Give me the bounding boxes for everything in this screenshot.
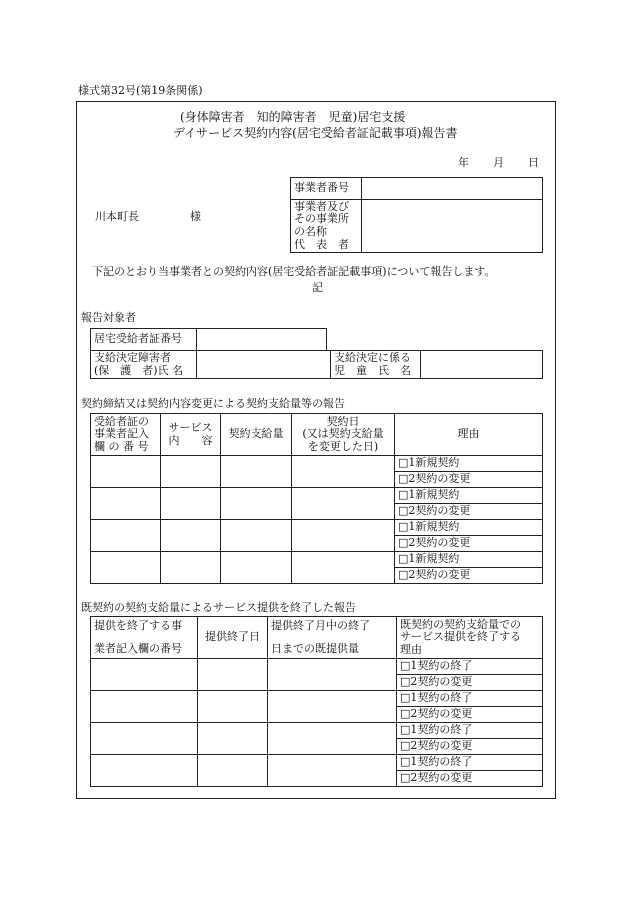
termination-row-end-date[interactable] xyxy=(198,755,268,787)
contract-heading: 契約締結又は契約内容変更による契約支給量等の報告 xyxy=(81,397,345,410)
termination-row-amount[interactable] xyxy=(268,755,397,787)
provider-number-field[interactable] xyxy=(362,178,543,200)
target-heading: 報告対象者 xyxy=(81,311,136,324)
contract-col4-line1: 契約日 xyxy=(326,414,360,428)
provider-number-label: 事業者番号 xyxy=(291,178,362,200)
change-contract-checkbox[interactable]: □2契約の変更 xyxy=(395,504,543,520)
new-contract-checkbox[interactable]: □1新規契約 xyxy=(395,488,543,504)
change-contract-checkbox[interactable]: □2契約の変更 xyxy=(395,472,543,488)
termination-row-amount[interactable] xyxy=(268,691,397,723)
change-contract-checkbox[interactable]: □2契約の変更 xyxy=(395,536,543,552)
end-contract-checkbox[interactable]: □1契約の終了 xyxy=(397,723,543,739)
contract-col4-header xyxy=(292,414,395,456)
contract-row-amount[interactable] xyxy=(221,456,292,488)
contract-row-number[interactable] xyxy=(91,456,161,488)
termination-heading: 既契約の契約支給量によるサービス提供を終了した報告 xyxy=(81,601,356,614)
contract-row-date[interactable] xyxy=(292,520,395,552)
title-line-2: デイサービス契約内容(居宅受給者証記載事項)報告書 xyxy=(173,126,458,140)
termination-row-end-date[interactable] xyxy=(198,659,268,691)
recipient-name-field[interactable] xyxy=(197,351,331,379)
contract-col1-line3: 欄 の 番 号 xyxy=(94,439,149,453)
contract-col4-line3: を変更した日) xyxy=(307,439,379,453)
termination-table xyxy=(90,616,543,787)
date-year: 年 xyxy=(458,156,469,169)
contract-col1-line1: 受給者証の xyxy=(94,414,149,428)
contract-row-amount[interactable] xyxy=(221,520,292,552)
termination-row-end-date[interactable] xyxy=(198,723,268,755)
addressee-mayor: 川本町長 xyxy=(95,210,139,223)
change-contract-checkbox[interactable]: □2契約の変更 xyxy=(397,707,543,723)
termination-row-end-date[interactable] xyxy=(198,691,268,723)
contract-row-service[interactable] xyxy=(161,552,221,584)
contract-col3-header: 契約支給量 xyxy=(221,414,292,456)
contract-row-number[interactable] xyxy=(91,520,161,552)
termination-row-amount[interactable] xyxy=(268,723,397,755)
termination-row-number[interactable] xyxy=(91,723,198,755)
contract-col2-header xyxy=(161,414,221,456)
recipient-label xyxy=(91,351,197,379)
contract-col1-line2: 事業者記入 xyxy=(94,427,149,441)
termination-row-number[interactable] xyxy=(91,691,198,723)
contract-col4-line2: (又は契約支給量 xyxy=(302,427,384,441)
title-line-1: (身体障害者 知的障害者 児童)居宅支援 xyxy=(180,110,406,124)
contract-row-number[interactable] xyxy=(91,552,161,584)
date-day: 日 xyxy=(528,156,539,169)
new-contract-checkbox[interactable]: □1新規契約 xyxy=(395,552,543,568)
termination-row-amount[interactable] xyxy=(268,659,397,691)
provider-name-field[interactable] xyxy=(362,200,543,253)
contract-col2-line2: 内 容 xyxy=(168,433,213,447)
provider-name-label-1: 事業者及び xyxy=(294,199,349,213)
contract-col1-header xyxy=(91,414,161,456)
contract-row-date[interactable] xyxy=(292,456,395,488)
termination-col1-line2: 業者記入欄の番号 xyxy=(94,641,182,655)
termination-col4-line1: 既契約の契約支給量での xyxy=(400,617,521,631)
provider-name-label-2: その事業所 xyxy=(294,212,349,226)
termination-col2-header: 提供終了日 xyxy=(198,617,268,659)
contract-row-number[interactable] xyxy=(91,488,161,520)
form-number: 様式第32号(第19条関係) xyxy=(78,84,203,97)
contract-row-date[interactable] xyxy=(292,488,395,520)
child-label-1: 支給決定に係る xyxy=(334,350,411,364)
termination-row-number[interactable] xyxy=(91,755,198,787)
contract-row-service[interactable] xyxy=(161,520,221,552)
termination-col3-line2: 日までの既提供量 xyxy=(271,641,359,655)
termination-col1-header xyxy=(91,617,198,659)
addressee-honorific: 様 xyxy=(190,210,201,223)
contract-table xyxy=(90,413,543,584)
change-contract-checkbox[interactable]: □2契約の変更 xyxy=(395,568,543,584)
provider-table xyxy=(290,177,543,253)
termination-col3-header xyxy=(268,617,397,659)
change-contract-checkbox[interactable]: □2契約の変更 xyxy=(397,675,543,691)
contract-row-service[interactable] xyxy=(161,488,221,520)
termination-col1-line1: 提供を終了する事 xyxy=(94,618,182,632)
contract-row-service[interactable] xyxy=(161,456,221,488)
date-month: 月 xyxy=(493,156,504,169)
end-contract-checkbox[interactable]: □1契約の終了 xyxy=(397,691,543,707)
end-contract-checkbox[interactable]: □1契約の終了 xyxy=(397,755,543,771)
recipient-label-2: (保 護 者)氏 名 xyxy=(94,363,184,377)
new-contract-checkbox[interactable]: □1新規契約 xyxy=(395,520,543,536)
change-contract-checkbox[interactable]: □2契約の変更 xyxy=(397,739,543,755)
provider-rep-label: 代 表 者 xyxy=(294,237,349,251)
child-label xyxy=(331,351,421,379)
termination-col4-line3: 理由 xyxy=(400,642,422,656)
ki-label: 記 xyxy=(312,281,323,294)
contract-row-amount[interactable] xyxy=(221,552,292,584)
end-contract-checkbox[interactable]: □1契約の終了 xyxy=(397,659,543,675)
child-name-field[interactable] xyxy=(421,351,543,379)
cert-number-table xyxy=(90,328,327,351)
recipient-table xyxy=(90,350,543,379)
contract-col5-header: 理由 xyxy=(395,414,543,456)
termination-col4-header xyxy=(397,617,543,659)
new-contract-checkbox[interactable]: □1新規契約 xyxy=(395,456,543,472)
termination-col4-line2: サービス提供を終了する xyxy=(400,630,521,644)
provider-name-label xyxy=(291,200,362,253)
cert-number-label: 居宅受給者証番号 xyxy=(91,329,197,351)
termination-col3-line1: 提供終了月中の終了 xyxy=(271,618,370,632)
termination-row-number[interactable] xyxy=(91,659,198,691)
intro-text: 下記のとおり当事業者との契約内容(居宅受給者証記載事項)について報告します。 xyxy=(92,265,496,278)
recipient-label-1: 支給決定障害者 xyxy=(94,350,171,364)
contract-row-amount[interactable] xyxy=(221,488,292,520)
child-label-2: 児 童 氏 名 xyxy=(334,363,411,377)
contract-col2-line1: サービス xyxy=(168,420,213,434)
cert-number-field[interactable] xyxy=(197,329,327,351)
contract-row-date[interactable] xyxy=(292,552,395,584)
provider-name-label-3: の名称 xyxy=(294,225,327,238)
change-contract-checkbox[interactable]: □2契約の変更 xyxy=(397,771,543,787)
